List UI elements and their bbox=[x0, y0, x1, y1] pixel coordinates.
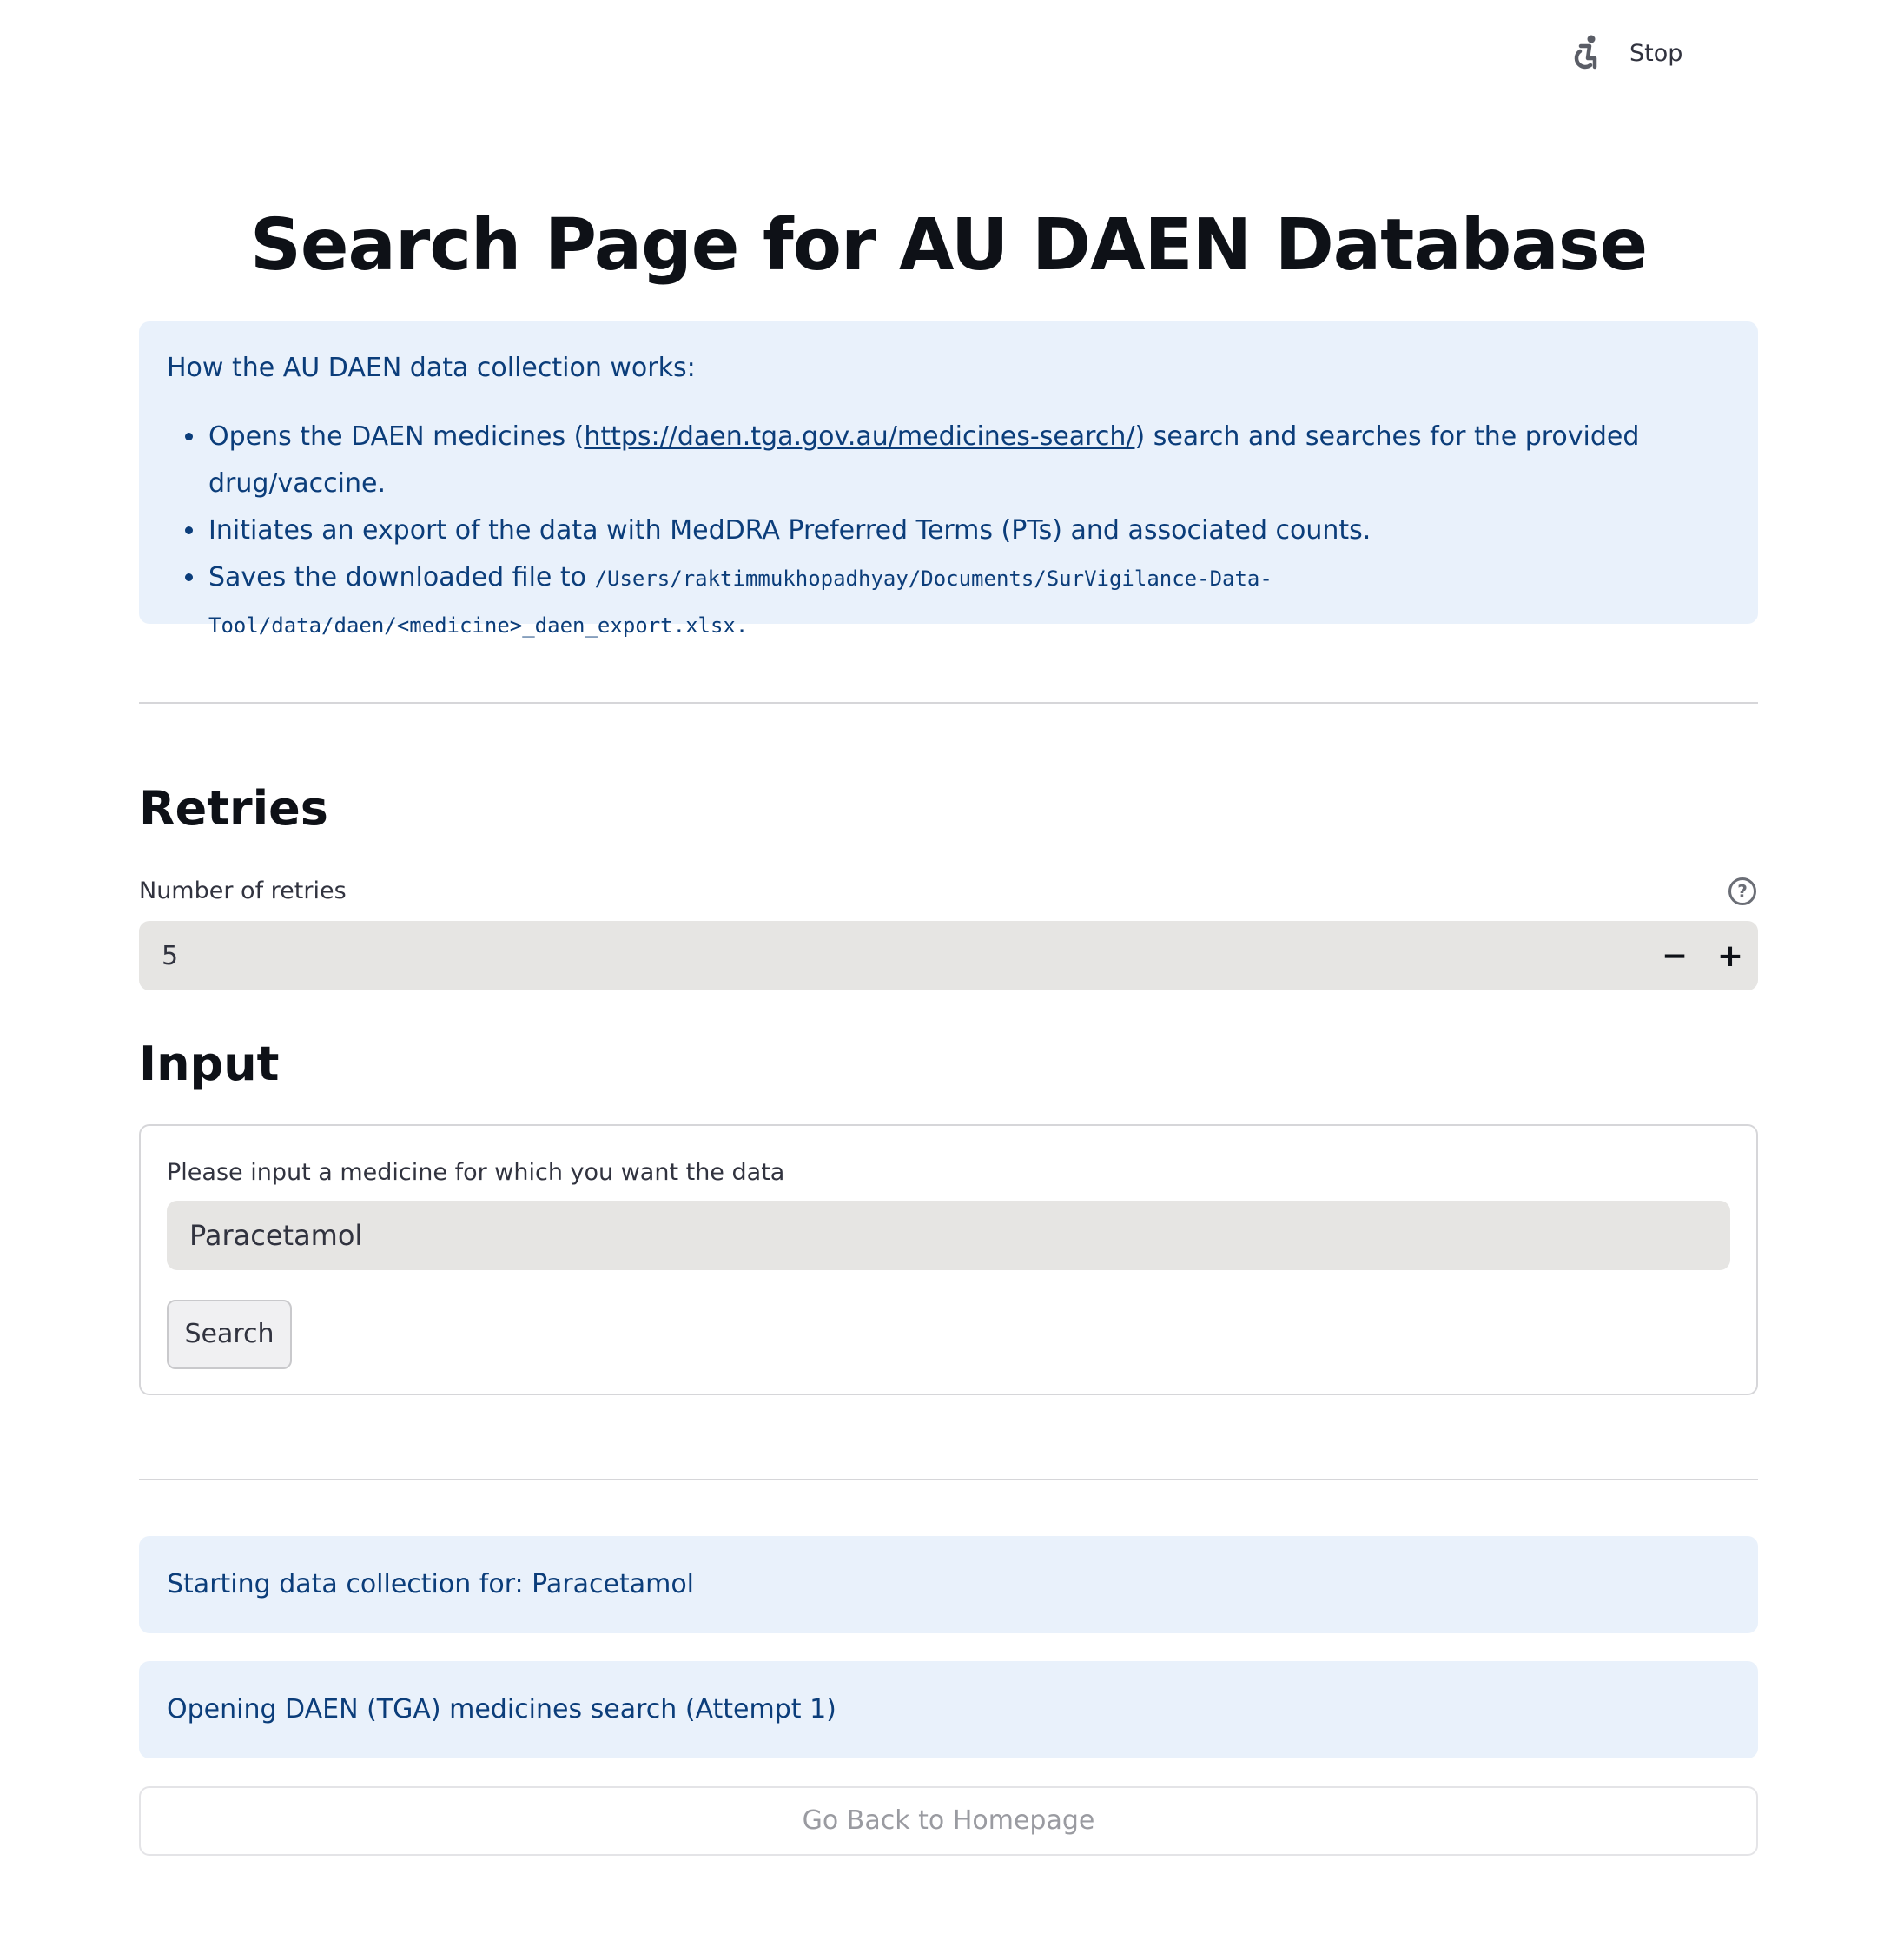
retries-number-input[interactable] bbox=[139, 921, 1758, 990]
search-button[interactable]: Search bbox=[167, 1300, 292, 1369]
daen-link[interactable]: https://daen.tga.gov.au/medicines-search/ bbox=[584, 421, 1135, 452]
retries-value[interactable]: 5 bbox=[162, 940, 179, 971]
divider bbox=[139, 702, 1758, 704]
info-callout bbox=[139, 321, 1758, 638]
list-item: • Initiates an export of the data with MedDRA Preferred Terms (PTs) and associated counts. bbox=[207, 507, 1730, 554]
status-message: Starting data collection for: Paracetamol bbox=[139, 1536, 1758, 1633]
search-form bbox=[139, 1124, 1758, 1395]
page-title: Search Page for AU DAEN Database bbox=[249, 204, 1648, 287]
file-path-code-line2: Tool/data/daen/<medicine>_daen_export.xlsx bbox=[208, 613, 736, 638]
list-item bbox=[207, 554, 1730, 648]
list-item-text: . bbox=[735, 613, 749, 638]
go-home-button[interactable]: Go Back to Homepage bbox=[139, 1786, 1758, 1856]
running-person-icon bbox=[1563, 32, 1605, 74]
medicine-input[interactable]: Paracetamol bbox=[167, 1201, 1730, 1270]
input-heading: Input bbox=[139, 1036, 280, 1091]
list-item-text: Saves the downloaded file to bbox=[208, 562, 595, 593]
status-message: Opening DAEN (TGA) medicines search (Attempt 1) bbox=[139, 1661, 1758, 1758]
increment-button[interactable]: + bbox=[1716, 937, 1744, 974]
list-item bbox=[207, 414, 1730, 507]
question-circle-icon[interactable]: ? bbox=[1728, 877, 1756, 905]
info-heading: How the AU DAEN data collection works: bbox=[167, 353, 696, 383]
decrement-button[interactable]: − bbox=[1661, 937, 1689, 974]
retries-label: Number of retries bbox=[139, 877, 347, 904]
stop-button[interactable]: Stop bbox=[1629, 39, 1683, 67]
file-path-code-line1: /Users/raktimmukhopadhyay/Documents/SurVigilance-Data- bbox=[594, 566, 1272, 591]
list-item-text: ) search and searches for the provided drug/vaccine. bbox=[208, 421, 1640, 499]
divider bbox=[139, 1479, 1758, 1480]
list-item-text: Opens the DAEN medicines ( bbox=[208, 421, 585, 452]
retries-heading: Retries bbox=[139, 781, 328, 836]
medicine-label: Please input a medicine for which you want the data bbox=[167, 1159, 785, 1186]
info-list bbox=[167, 414, 1730, 648]
status-widget bbox=[1563, 31, 1682, 75]
